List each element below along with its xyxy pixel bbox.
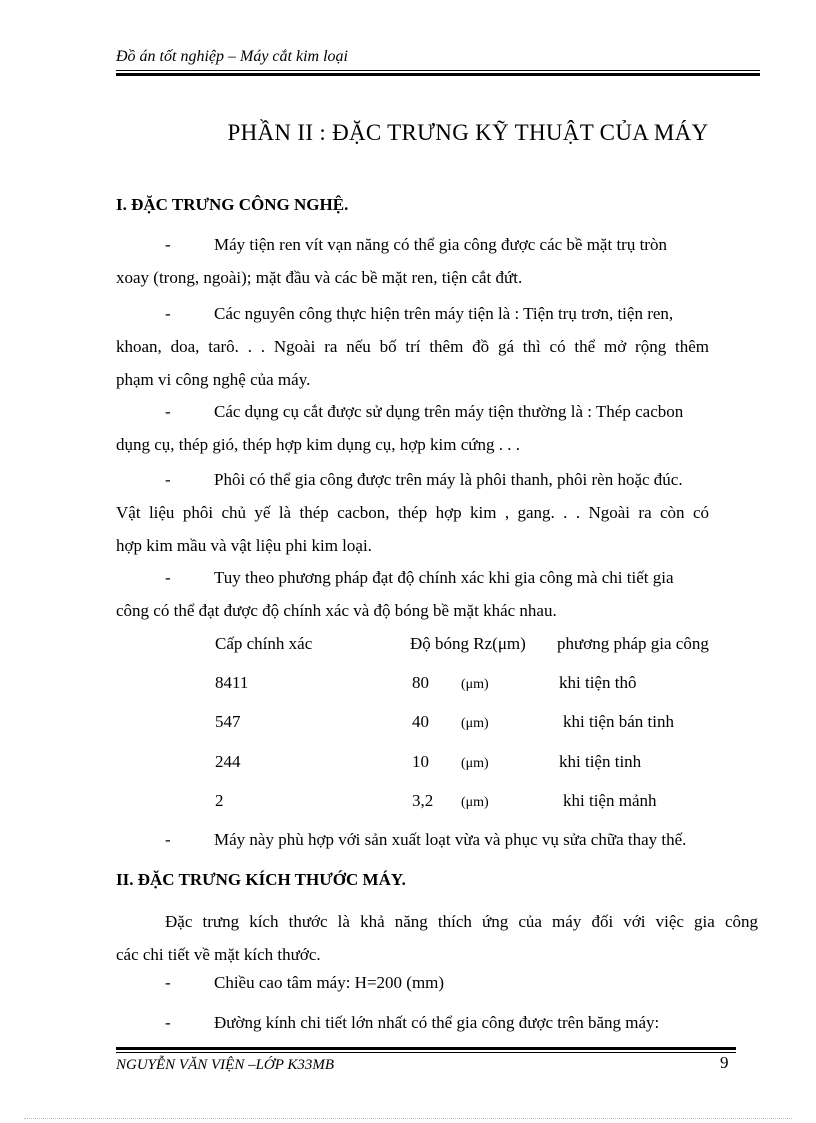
text-line: hợp kim mầu và vật liệu phi kim loại. <box>116 536 372 555</box>
section-2-heading: II. ĐẶC TRƯNG KÍCH THƯỚC MÁY. <box>116 870 406 889</box>
text-line: - Tuy theo phương pháp đạt độ chính xác khi gia công mà chi tiết gia <box>165 568 674 587</box>
page-number: 9 <box>720 1053 729 1072</box>
table-cell-method: khi tiện thô <box>559 673 637 692</box>
text-line: xoay (trong, ngoài); mặt đầu và các bề mặt ren, tiện cắt đứt. <box>116 268 523 287</box>
table-cell-value: 80 <box>412 673 429 692</box>
table-cell-method: khi tiện mảnh <box>563 791 657 810</box>
section-1-heading: I. ĐẶC TRƯNG CÔNG NGHỆ. <box>116 195 349 214</box>
text-line: phạm vi công nghệ của máy. <box>116 370 311 389</box>
table-cell-grade: 244 <box>215 752 241 771</box>
footer-author: NGUYỄN VĂN VIỆN –LỚP K33MB <box>116 1057 335 1073</box>
text-line: - Các nguyên công thực hiện trên máy tiện là : Tiện trụ trơn, tiện ren, <box>165 304 674 323</box>
page-edge-divider <box>24 1118 792 1119</box>
header-rule-thick <box>116 73 760 76</box>
table-cell-grade: 8411 <box>215 673 249 692</box>
table-cell-value: 40 <box>412 712 429 731</box>
footer-rule-thick <box>116 1047 736 1050</box>
text-line: công có thể đạt được độ chính xác và độ bóng bề mặt khác nhau. <box>116 601 557 620</box>
bullet-paragraph <box>116 395 758 461</box>
table-cell-method: khi tiện tinh <box>559 752 642 771</box>
table-cell-unit: (μm) <box>461 677 489 692</box>
table-cell-unit: (μm) <box>461 795 489 810</box>
table-cell-unit: (μm) <box>461 716 489 731</box>
table-cell-method: khi tiện bán tinh <box>563 712 674 731</box>
text-line: Vật liệu phôi chủ yế là thép cacbon, thép hợp kim , gang. . . Ngoài ra còn có <box>116 503 709 522</box>
page-title: PHẦN II : ĐẶC TRƯNG KỸ THUẬT CỦA MÁY <box>227 120 709 145</box>
text-line: - Các dụng cụ cắt được sử dụng trên máy tiện thường là : Thép cacbon <box>165 402 684 421</box>
bullet-paragraph <box>116 561 758 627</box>
table-cell-grade: 2 <box>215 791 224 810</box>
table-header-method: phương pháp gia công <box>557 634 709 653</box>
bullet-paragraph <box>116 297 758 396</box>
table-header-roughness: Độ bóng Rz(μm) <box>410 634 526 653</box>
bullet-paragraph <box>116 228 758 294</box>
running-header: Đồ án tốt nghiệp – Máy cắt kim loại <box>116 48 348 65</box>
intro-paragraph <box>116 905 758 971</box>
text-line: - Máy tiện ren vít vạn năng có thể gia công được các bề mặt trụ tròn <box>165 235 667 254</box>
text-line: dụng cụ, thép gió, thép hợp kim dụng cụ, hợp kim cứng . . . <box>116 435 520 454</box>
header-rule-thin <box>116 70 760 71</box>
text-line: khoan, doa, tarô. . . Ngoài ra nếu bố trí thêm đồ gá thì có thể mở rộng thêm <box>116 337 709 356</box>
table-cell-grade: 547 <box>215 712 241 731</box>
table-cell-value: 10 <box>412 752 429 771</box>
text-line: - Phôi có thể gia công được trên máy là phôi thanh, phôi rèn hoặc đúc. <box>165 470 683 489</box>
text-line: các chi tiết về mặt kích thước. <box>116 945 321 964</box>
table-cell-unit: (μm) <box>461 756 489 771</box>
table-header-grade: Cấp chính xác <box>215 634 313 653</box>
footer-rule-thin <box>116 1052 736 1053</box>
text-line: Đặc trưng kích thước là khả năng thích ứng của máy đối với việc gia công <box>165 912 758 931</box>
table-cell-value: 3,2 <box>412 791 434 810</box>
bullet-paragraph <box>116 463 758 562</box>
